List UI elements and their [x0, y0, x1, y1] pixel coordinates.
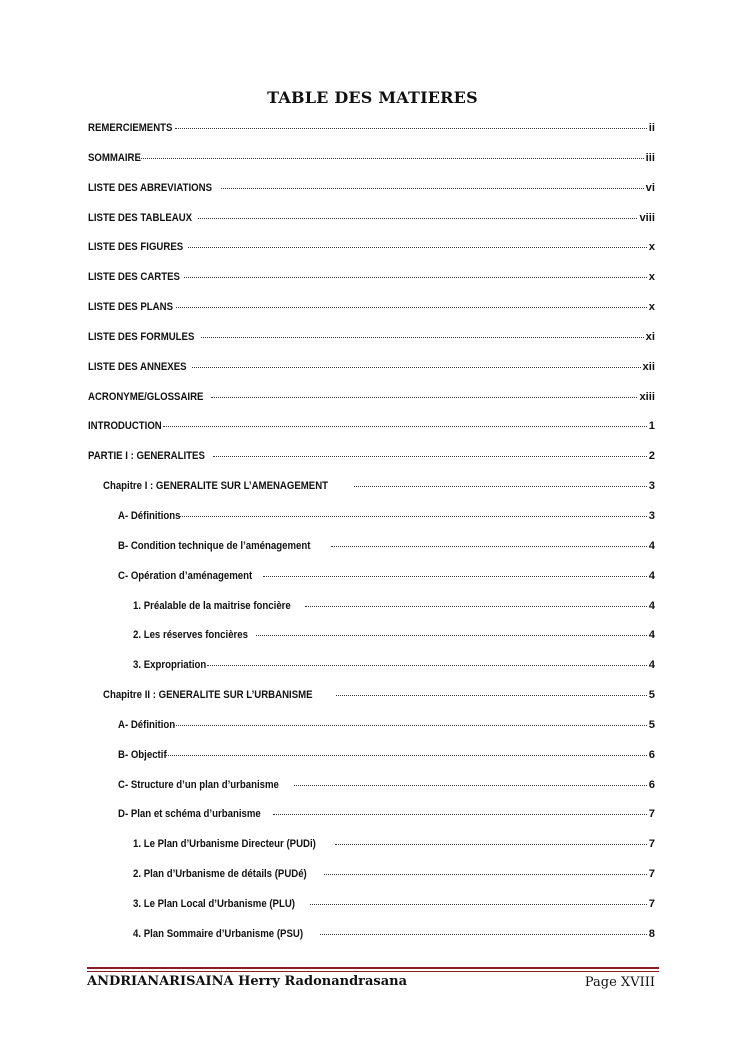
page-title: TABLE DES MATIERES	[267, 88, 478, 107]
toc-leader-dots	[139, 157, 644, 159]
toc-entry-label: C- Opération d’aménagement	[118, 569, 253, 582]
toc-leader-dots	[192, 366, 641, 368]
toc-entry[interactable]	[88, 920, 655, 950]
toc-entry-label: LISTE DES ANNEXES	[88, 360, 187, 373]
toc-entry[interactable]	[88, 293, 655, 323]
toc-entry-page: 3	[648, 509, 655, 522]
toc-entry[interactable]	[88, 263, 655, 293]
toc-entry-page: xii	[642, 360, 655, 373]
toc-entry[interactable]	[88, 412, 655, 442]
toc-entry-page: 8	[648, 927, 655, 940]
footer-rule-thin	[87, 971, 659, 972]
toc-leader-dots	[163, 425, 647, 427]
toc-entry-page: iii	[645, 151, 655, 164]
toc-entry-page: 2	[648, 450, 655, 463]
toc-entry-label: LISTE DES TABLEAUX	[88, 211, 193, 224]
toc-leader-dots	[164, 754, 647, 756]
toc-entry[interactable]	[88, 741, 655, 771]
toc-leader-dots	[310, 903, 646, 905]
toc-leader-dots	[176, 306, 647, 308]
toc-entry-label: 1. Préalable de la maitrise foncière	[133, 599, 291, 612]
toc-entry-page: 1	[648, 420, 655, 433]
toc-leader-dots	[336, 694, 647, 696]
toc-leader-dots	[331, 545, 647, 547]
toc-entry-page: 7	[648, 838, 655, 851]
toc-leader-dots	[256, 634, 647, 636]
footer-rule	[87, 967, 659, 969]
toc-entry[interactable]	[88, 204, 655, 234]
toc-entry-page: 4	[648, 659, 655, 672]
toc-entry-page: 6	[648, 748, 655, 761]
toc-entry[interactable]	[88, 323, 655, 353]
toc-entry[interactable]	[88, 592, 655, 622]
toc-entry[interactable]	[88, 353, 655, 383]
toc-entry-label: 2. Les réserves foncières	[133, 629, 248, 642]
toc-entry[interactable]	[88, 771, 655, 801]
toc-entry[interactable]	[88, 502, 655, 532]
toc-entry-page: 6	[648, 778, 655, 791]
toc-entry-label: Chapitre II : GENERALITE SUR L’URBANISME	[103, 689, 313, 702]
toc-entry-label: 3. Le Plan Local d’Urbanisme (PLU)	[133, 897, 296, 910]
toc-entry-label: LISTE DES PLANS	[88, 301, 174, 314]
footer-author: ANDRIANARISAINA Herry Radonandrasana	[87, 974, 408, 989]
toc-entry-label: Chapitre I : GENERALITE SUR L’AMENAGEMENT	[103, 480, 329, 493]
toc-entry-label: REMERCIEMENTS	[88, 122, 173, 134]
toc-leader-dots	[188, 246, 647, 248]
toc-entry[interactable]	[88, 174, 655, 204]
toc-entry-label: LISTE DES FORMULES	[88, 330, 195, 343]
toc-entry-label: LISTE DES CARTES	[88, 271, 180, 284]
toc-leader-dots	[294, 784, 647, 786]
toc-entry-page: xi	[645, 330, 655, 343]
toc-entry-label: 2. Plan d’Urbanisme de détails (PUDé)	[133, 868, 307, 881]
toc-entry-page: x	[648, 301, 655, 314]
toc-entry[interactable]	[88, 621, 655, 651]
toc-entry-page: 5	[648, 689, 655, 702]
toc-entry[interactable]	[88, 144, 655, 174]
toc-entry[interactable]	[88, 860, 655, 890]
toc-leader-dots	[207, 664, 647, 666]
toc-entry-page: xiii	[639, 390, 655, 403]
toc-leader-dots	[273, 813, 647, 815]
toc-entry-page: 7	[648, 897, 655, 910]
toc-leader-dots	[221, 187, 643, 189]
toc-leader-dots	[354, 485, 647, 487]
toc-entry-page: 4	[648, 599, 655, 612]
toc-entry-label: 1. Le Plan d’Urbanisme Directeur (PUDi)	[133, 838, 316, 851]
toc-leader-dots	[213, 455, 647, 457]
toc-leader-dots	[211, 396, 637, 398]
toc-entry[interactable]	[88, 472, 655, 502]
toc-entry[interactable]	[88, 711, 655, 741]
toc-entry-page: x	[648, 271, 655, 284]
toc-entry-label: 4. Plan Sommaire d’Urbanisme (PSU)	[133, 927, 304, 940]
toc-entry[interactable]	[88, 830, 655, 860]
toc-leader-dots	[305, 605, 646, 607]
toc-leader-dots	[201, 336, 644, 338]
toc-entry-page: 7	[648, 808, 655, 821]
toc-entry-page: 7	[648, 868, 655, 881]
table-of-contents	[88, 114, 655, 950]
toc-entry-label: B- Objectif	[118, 748, 167, 761]
toc-entry-page: vi	[645, 181, 655, 194]
toc-entry-label: B- Condition technique de l’aménagement	[118, 539, 311, 552]
toc-entry[interactable]	[88, 114, 655, 144]
toc-leader-dots	[324, 873, 647, 875]
toc-entry[interactable]	[88, 562, 655, 592]
toc-entry[interactable]	[88, 233, 655, 263]
toc-entry[interactable]	[88, 383, 655, 413]
toc-leader-dots	[174, 724, 647, 726]
toc-leader-dots	[335, 843, 647, 845]
toc-entry[interactable]	[88, 442, 655, 472]
toc-entry-page: 3	[648, 480, 655, 493]
toc-entry-label: LISTE DES ABREVIATIONS	[88, 181, 213, 194]
toc-entry[interactable]	[88, 651, 655, 681]
toc-entry-page: 4	[648, 569, 655, 582]
toc-entry-page: 4	[648, 629, 655, 642]
toc-entry-label: LISTE DES FIGURES	[88, 241, 184, 254]
toc-entry[interactable]	[88, 681, 655, 711]
toc-leader-dots	[180, 515, 647, 517]
toc-entry-label: SOMMAIRE	[88, 151, 141, 164]
toc-entry-label: A- Définitions	[118, 509, 181, 522]
toc-leader-dots	[184, 276, 647, 278]
toc-entry[interactable]	[88, 890, 655, 920]
toc-entry-label: A- Définition	[118, 718, 176, 731]
toc-entry-page: x	[648, 241, 655, 254]
toc-entry[interactable]	[88, 800, 655, 830]
toc-leader-dots	[263, 575, 647, 577]
toc-entry-label: INTRODUCTION	[88, 420, 162, 433]
toc-entry[interactable]	[88, 532, 655, 562]
toc-entry-label: C- Structure d’un plan d’urbanisme	[118, 778, 279, 791]
toc-entry-label: D- Plan et schéma d’urbanisme	[118, 808, 261, 821]
toc-entry-page: ii	[648, 122, 655, 134]
toc-entry-page: 4	[648, 539, 655, 552]
toc-entry-label: PARTIE I : GENERALITES	[88, 450, 205, 463]
toc-entry-label: 3. Expropriation	[133, 659, 207, 672]
toc-entry-label: ACRONYME/GLOSSAIRE	[88, 390, 204, 403]
toc-leader-dots	[175, 127, 647, 129]
toc-leader-dots	[198, 217, 637, 219]
toc-entry-page: viii	[639, 211, 655, 224]
toc-leader-dots	[320, 933, 647, 935]
toc-entry-page: 5	[648, 718, 655, 731]
footer-page-number: Page XVIII	[584, 975, 655, 990]
